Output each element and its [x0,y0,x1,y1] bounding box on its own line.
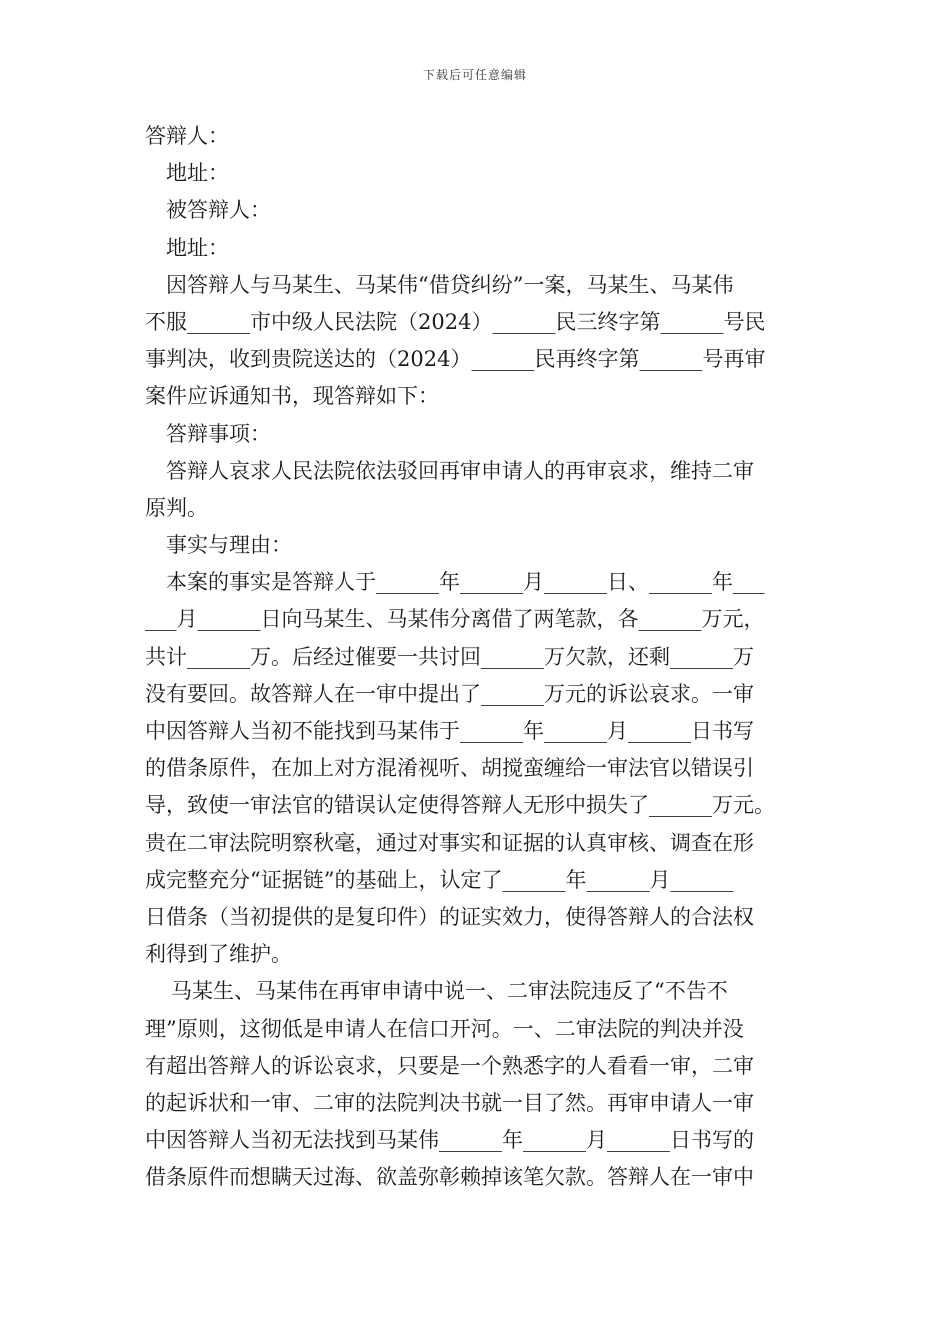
text-line: 地址： [166,235,229,260]
document-body [145,118,815,1196]
text-line: 利得到了维护。 [145,942,292,967]
text-line: 借条原件而想瞒天过海、欲盖弥彰赖掉该笔欠款。答辩人在一审中 [145,1165,754,1190]
text-line: 答辩人哀求人民法院依法驳回再审申请人的再审哀求，维持二审 [166,458,754,483]
text-line: 成完整充分“证据链”的基础上，认定了______年______月______ [145,867,734,892]
text-line: 的借条原件，在加上对方混淆视听、胡搅蛮缠给一审法官以错误引 [145,756,754,781]
text-line: 不服______市中级人民法院（2024）______民三终字第______号民 [145,309,766,334]
text-line: 贵在二审法院明察秋毫，通过对事实和证据的认真审核、调查在形 [145,830,754,855]
text-line: 中因答辩人当初不能找到马某伟于______年______月______日书写 [145,719,754,743]
text-line: 理”原则，这彻低是申请人在信口开河。一、二审法院的判决并没 [145,1016,744,1041]
text-line: 日借条（当初提供的是复印件）的证实效力，使得答辩人的合法权 [145,904,754,929]
text-line: 答辩事项： [166,421,271,446]
text-line: 答辩人： [145,124,229,148]
text-line: 没有要回。故答辩人在一审中提出了______万元的诉讼哀求。一审 [145,681,754,706]
text-line: 地址： [166,161,229,186]
text-line: 原判。 [145,495,208,520]
text-line: 的起诉状和一审、二审的法院判决书就一目了然。再审申请人一审 [145,1090,754,1115]
text-line: 本案的事实是答辩人于______年______月______日、______年___ [166,570,765,595]
text-line: 中因答辩人当初无法找到马某伟______年______月______日书写的 [145,1128,754,1153]
text-line: ___月______日向马某生、马某伟分离借了两笔款，各______万元， [145,607,765,632]
text-line: 马某生、马某伟在再审申请中说一、二审法院违反了“不告不 [171,979,728,1004]
text-line: 因答辩人与马某生、马某伟“借贷纠纷”一案，马某生、马某伟 [166,272,734,297]
text-line: 案件应诉通知书，现答辩如下： [145,384,439,409]
text-line: 有超出答辩人的诉讼哀求，只要是一个熟悉字的人看看一审，二审 [145,1053,754,1078]
text-line: 被答辩人： [166,198,271,223]
text-line: 事实与理由： [166,533,292,558]
text-line: 导，致使一审法官的错误认定使得答辩人无形中损失了______万元。 [145,793,775,818]
text-line: 事判决，收到贵院送达的（2024）______民再终字第______号再审 [145,347,766,372]
page-header: 下载后可任意编辑 [422,68,527,82]
text-line: 共计______万。后经过催要一共讨回______万欠款，还剩______万 [145,644,754,669]
